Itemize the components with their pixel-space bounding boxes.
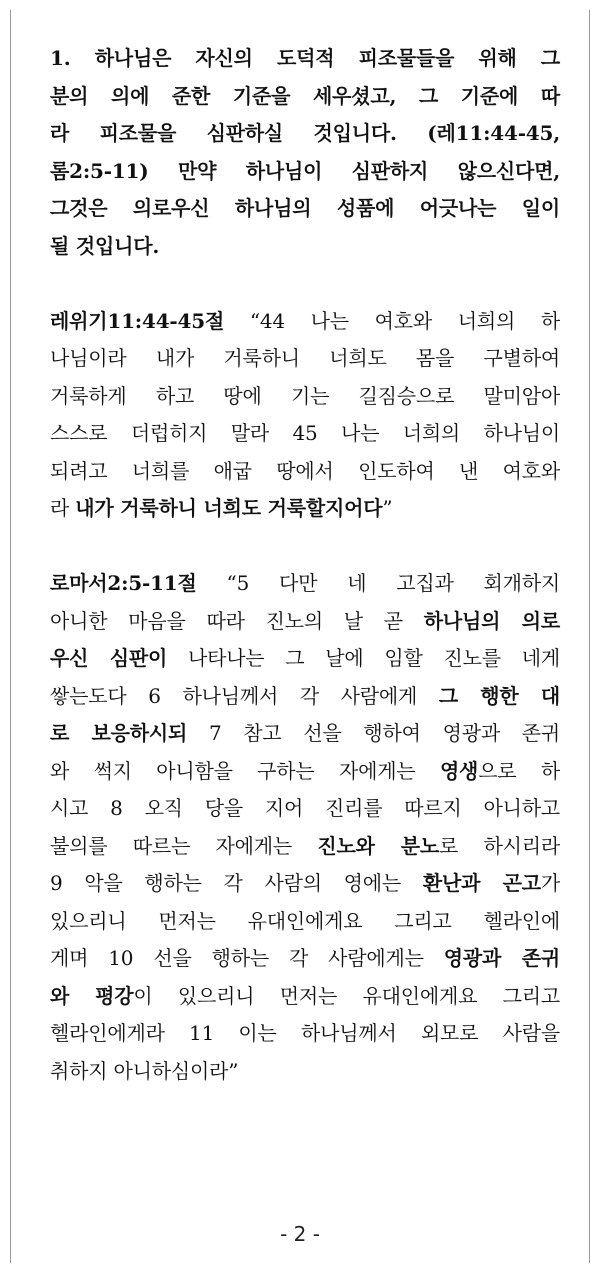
paragraph-intro (50, 40, 560, 265)
page-number: - 2 - (280, 1222, 320, 1246)
text-line: 불의를 따르는 자에게는 진노와 분노로 하시리라 (50, 833, 560, 858)
text-line: 로마서2:5-11절 “5 다만 네 고집과 회개하지 (50, 571, 560, 595)
scripture-reference: 레위기11:44-45절 (50, 308, 225, 333)
emphasis: 우신 심판이 (50, 646, 168, 670)
text-line: 9 악을 행하는 각 사람의 영에는 환난과 곤고가 (50, 871, 560, 895)
emphasis: 환난과 곤고 (422, 871, 541, 895)
text-line: 그것은 의로우신 하나님의 성품에 어긋나는 일이 (50, 196, 560, 220)
emphasis: 로 보응하시되 (50, 721, 188, 745)
text-line: 우신 심판이 나타나는 그 날에 임할 진노를 네게 (50, 646, 560, 670)
emphasis: 그 행한 대 (438, 683, 560, 708)
text-line: 쌓는도다 6 하나님께서 각 사람에게 그 행한 대 (50, 683, 560, 708)
text-line: 로 보응하시되 7 참고 선을 행하여 영광과 존귀 (50, 721, 560, 745)
emphasis: 영생 (439, 758, 479, 783)
emphasis: 하나님의 의로 (423, 608, 560, 633)
page-content (50, 40, 560, 1128)
text-line: 취하지 아니하심이라” (50, 1058, 239, 1083)
emphasis: 와 평강 (50, 983, 134, 1008)
text-line: 라 피조물을 심판하실 것입니다. (레11:44-45, (50, 121, 560, 145)
text-line: 라 내가 거룩하니 너희도 거룩할지어다” (50, 496, 393, 520)
text-line: 헬라인에게라 11 이는 하나님께서 외모로 사람을 (50, 1021, 560, 1045)
text-line: 아니한 마음을 따라 진노의 날 곧 하나님의 의로 (50, 608, 560, 633)
emphasis: 내가 거룩하니 너희도 거룩할지어다 (75, 496, 383, 520)
scripture-reference: 로마서2:5-11절 (50, 571, 197, 595)
emphasis: 영광과 존귀 (443, 946, 560, 970)
paragraph-leviticus (50, 303, 560, 528)
text-line: 스스로 더럽히지 말라 45 나는 너희의 하나님이 (50, 421, 560, 445)
paragraph-romans (50, 565, 560, 1090)
text-line: 레위기11:44-45절 “44 나는 여호와 너희의 하 (50, 308, 560, 333)
text-line: 게며 10 선을 행하는 각 사람에게는 영광과 존귀 (50, 946, 560, 970)
text-line: 롬2:5-11) 만약 하나님이 심판하지 않으신다면, (50, 158, 560, 183)
emphasis: 진노와 분노 (317, 833, 439, 858)
text-line: 되려고 너희를 애굽 땅에서 인도하여 낸 여호와 (50, 458, 560, 483)
text-line: 분의 의에 준한 기준을 세우셨고, 그 기준에 따 (50, 83, 560, 108)
text-line: 와 평강이 있으리니 먼저는 유대인에게요 그리고 (50, 983, 561, 1008)
text-line: 있으리니 먼저는 유대인에게요 그리고 헬라인에 (50, 908, 560, 933)
text-line: 거룩하게 하고 땅에 기는 길짐승으로 말미암아 (50, 383, 560, 408)
text-line: 나님이라 내가 거룩하니 너희도 몸을 구별하여 (50, 346, 560, 370)
text-line: 될 것입니다. (50, 233, 160, 258)
text-line: 와 썩지 아니함을 구하는 자에게는 영생으로 하 (50, 758, 560, 783)
text-line: 1. 하나님은 자신의 도덕적 피조물들을 위해 그 (50, 46, 560, 70)
text-line: 시고 8 오직 당을 지어 진리를 따르지 아니하고 (50, 796, 560, 820)
